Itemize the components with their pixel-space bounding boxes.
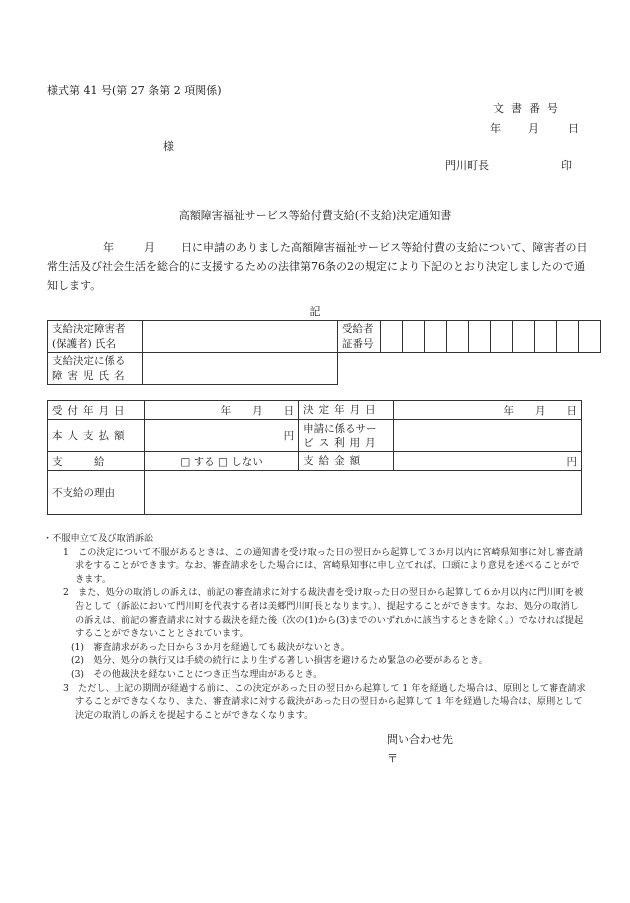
certificate-label-line1: 受給者 [342, 322, 374, 335]
received-date-value[interactable]: 年 月 日 [144, 401, 298, 420]
received-date-label: 受付年月日 [48, 401, 145, 420]
body-year: 年 [103, 241, 114, 254]
cert-digit-cell[interactable] [425, 321, 447, 353]
postal-mark: 〒 [387, 752, 398, 765]
recipient-name-cell[interactable] [143, 321, 338, 353]
issue-year-label: 年 [490, 122, 501, 135]
payment-label: 支 給 [48, 452, 145, 471]
note-3: 3 ただし、上記の期間が経過する前に、この決定があった日の翌日から起算して 1 年を経過した場合は、原則として審査請求することができなくなり、また、審査請求に対する裁決があった日の翌日から起算して 1 年を経過した場合は、原則として決定の取消しの訴えを提起することができなくなります。 [63, 682, 586, 721]
note-1: 1 この決定について不服があるときは、この通知書を受け取った日の翌日から起算して３か月以内に宮崎県知事に対し審査請求をすることができます。なお、審査請求をした場合には、宮崎県知事に申し立てれば、口頭により意見を述べることができます。 [63, 546, 584, 585]
cert-digit-cell[interactable] [403, 321, 425, 353]
document-number-label: 文書番号 [493, 102, 565, 115]
decided-date-value[interactable]: 年 月 日 [394, 401, 582, 420]
sender [445, 157, 572, 173]
document-title: 高額障害福祉サービス等給付費支給(不支給)決定通知書 [178, 209, 452, 222]
recipient-table [47, 320, 601, 385]
body-month: 月 [144, 241, 155, 254]
self-payment-value[interactable]: 円 [144, 420, 298, 452]
service-month-value[interactable] [394, 420, 582, 452]
contact-label: 問い合わせ先 [387, 733, 453, 746]
notes-heading: ・不服申立て及び取消訴訟 [43, 533, 154, 544]
note-2-sub-2: (2) 処分、処分の執行又は手続の続行により生ずる著しい損害を避けるため緊急の必要があるとき。 [71, 655, 488, 667]
certificate-label-line2: 証番号 [342, 337, 374, 350]
cert-digit-cell[interactable] [513, 321, 535, 353]
amount-value[interactable]: 円 [394, 452, 582, 471]
recipient-label-line2: (保護者) 氏名 [52, 337, 117, 350]
notes [43, 532, 587, 722]
cert-digit-cell[interactable] [469, 321, 491, 353]
reason-label: 不支給の理由 [48, 471, 145, 515]
body-paragraph: 日に申請のありました高額障害福祉サービス等給付費の支給について、障害者の日常生活及び社会生活を総合的に支援するための法律第76条の2の規定により下記のとおり決定しましたので通知します。 [47, 241, 588, 292]
form-number: 様式第 41 号(第 27 条第 2 項関係) [47, 84, 222, 97]
ki-label: 記 [309, 305, 321, 318]
service-month-label-line2: ビス利用月 [303, 436, 381, 449]
cert-digit-cell[interactable] [557, 321, 579, 353]
child-name-cell[interactable] [143, 353, 338, 385]
decided-date-label: 決定年月日 [299, 401, 394, 420]
seal-mark: 印 [561, 159, 572, 172]
cert-digit-cell[interactable] [535, 321, 557, 353]
note-2-sub-3: (3) その他裁決を経ないことにつき正当な理由があるとき。 [71, 668, 323, 680]
empty-area [338, 353, 601, 385]
note-2-sub-1: (1) 審査請求があった日から３か月を経過しても裁決がないとき。 [71, 641, 350, 653]
decision-table [47, 400, 582, 515]
addressee-suffix: 様 [163, 140, 174, 153]
cert-digit-cell[interactable] [579, 321, 601, 353]
sender-title: 門川町長 [445, 159, 489, 172]
cert-digit-cell[interactable] [447, 321, 469, 353]
service-month-label [299, 420, 394, 452]
payment-options[interactable]: □ する □ しない [144, 452, 298, 471]
service-month-label-line1: 申請に係るサー [303, 422, 377, 435]
issue-day-label: 日 [568, 122, 579, 135]
amount-label: 支給金額 [299, 452, 394, 471]
cert-digit-cell[interactable] [381, 321, 403, 353]
child-label [48, 353, 143, 385]
note-2: 2 また、処分の取消しの訴えは、前記の審査請求に対する裁決書を受け取った日の翌日から起算して６か月以内に門川町を被告として（訴訟において門川町を代表する者は美郷門川町長となります。）、提起することができます。なお、処分の取消しの訴えは、前記の審査請求に対する裁決を経た後（次の(1)から(3)までのいずれかに該当するときを除く。）でなければ提起することができないこととされています。 [63, 587, 584, 640]
recipient-label-line1: 支給決定障害者 [52, 322, 126, 335]
cert-digit-cell[interactable] [491, 321, 513, 353]
child-label-line1: 支給決定に係る [52, 354, 126, 367]
certificate-label [338, 321, 381, 353]
self-payment-label: 本人支払額 [48, 420, 145, 452]
reason-value[interactable] [144, 471, 581, 515]
issue-month-label: 月 [528, 122, 539, 135]
issue-date [490, 120, 579, 136]
child-label-line2: 障害児氏名 [52, 369, 130, 382]
recipient-label [48, 321, 143, 353]
body-text [47, 238, 590, 295]
